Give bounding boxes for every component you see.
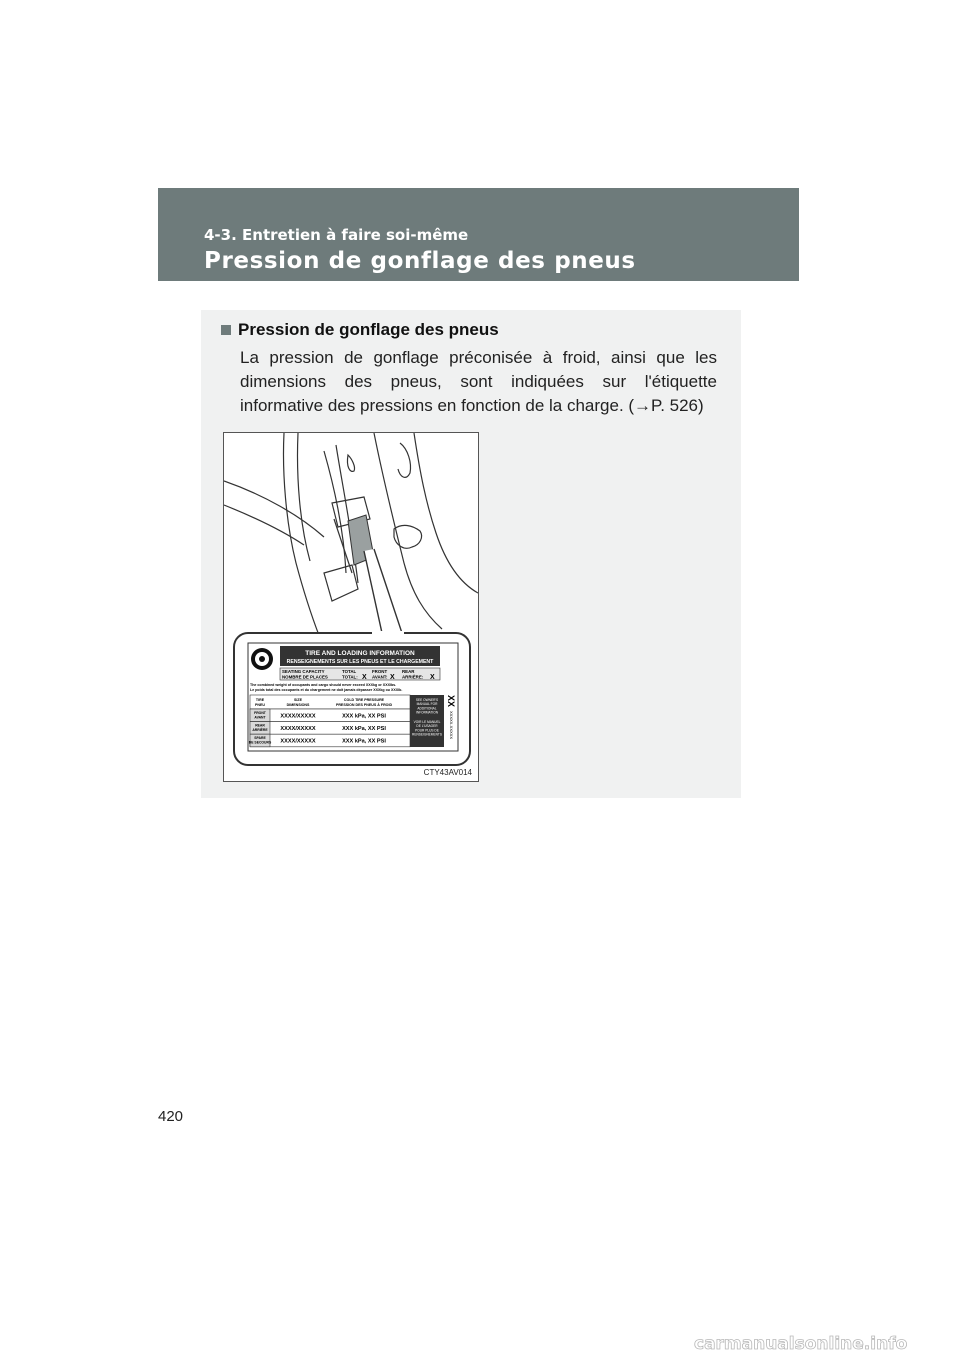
subheading-text: Pression de gonflage des pneus: [238, 320, 499, 339]
table-row: [250, 709, 410, 722]
row-pressure: XXX kPa, XX PSI: [342, 738, 386, 745]
row-tire-label: AVANT: [254, 715, 266, 720]
row-pressure: XXX kPa, XX PSI: [342, 713, 386, 720]
svg-text:MANUAL FOR: MANUAL FOR: [416, 702, 438, 707]
side-code-top: XX: [446, 695, 456, 708]
row-size: XXXX/XXXXX: [280, 738, 316, 745]
rear-en: REAR: [402, 669, 415, 674]
svg-text:COLD TIRE PRESSURE: COLD TIRE PRESSURE: [343, 698, 385, 702]
svg-text:INFORMATION: INFORMATION: [415, 710, 439, 715]
rear-fr: ARRIÈRE:: [402, 674, 424, 680]
row-tire-label: FRONT: [254, 711, 266, 715]
svg-text:TIRE: TIRE: [255, 698, 265, 702]
body-paragraph: La pression de gonflage préconisée à froid, ainsi que les dimensions des pneus, sont indiquées sur l'étiquette informative des pressions en fonction de la charge. (→P. 526): [240, 348, 717, 415]
row-tire-label: SPARE: [254, 736, 266, 741]
svg-text:PNEU: PNEU: [255, 703, 265, 707]
section-title: 4-3. Entretien à faire soi-même: [204, 226, 469, 244]
content-panel: [201, 310, 741, 798]
svg-text:ADDITIONAL: ADDITIONAL: [417, 706, 437, 711]
total-fr: TOTAL:: [342, 674, 358, 680]
row-size: XXXX/XXXXX: [280, 726, 316, 733]
subheading: [221, 320, 499, 340]
figure-code: CTY43AV014: [423, 768, 472, 777]
svg-text:SIZE: SIZE: [294, 698, 302, 702]
svg-text:RENSEIGNEMENTS: RENSEIGNEMENTS: [412, 732, 442, 737]
svg-text:carmanualsonline.info: carmanualsonline.info: [694, 1334, 908, 1354]
svg-text:DIMENSIONS: DIMENSIONS: [286, 703, 310, 707]
tire-pressure-table: [249, 695, 410, 747]
seating-fr: NOMBRE DE PLACES: [282, 674, 328, 680]
svg-text:POUR PLUS DE: POUR PLUS DE: [415, 728, 439, 733]
row-tire-label: DE SECOURS: [248, 740, 272, 745]
page-number: 420: [158, 1108, 184, 1125]
side-code: XXXXX-XXXXX: [449, 711, 454, 740]
row-size: XXXX/XXXXX: [280, 713, 316, 720]
weight-en: The combined weight of occupants and cargo should never exceed XXXkg or XXXlbs.: [250, 683, 397, 687]
watermark-logo: [690, 1332, 950, 1354]
label-title-fr: RENSEIGNEMENTS SUR LES PNEUS ET LE CHARGEMENT: [286, 659, 434, 665]
svg-text:SEE OWNER'S: SEE OWNER'S: [415, 698, 439, 702]
table-row: [249, 734, 410, 747]
total-value: X: [362, 674, 367, 681]
weight-fr: Le poids total des occupants et du chargement ne doit jamais dépasser XXXkg ou XXXlb.: [250, 688, 403, 692]
bullet-square-icon: [221, 325, 231, 335]
label-title-en: TIRE AND LOADING INFORMATION: [305, 650, 415, 657]
front-fr: AVANT:: [372, 674, 388, 680]
door-pillar-drawing: [224, 433, 478, 781]
chapter-header: [158, 188, 799, 281]
seating-en: SEATING CAPACITY: [282, 669, 325, 674]
row-tire-label: REAR: [255, 723, 265, 728]
svg-text:PRESSION DES PNEUS À FROID: PRESSION DES PNEUS À FROID: [335, 703, 393, 707]
front-value: X: [390, 674, 395, 681]
tire-label-illustration: [223, 432, 479, 782]
row-tire-label: ARRIÈRE: [252, 728, 268, 733]
row-pressure: XXX kPa, XX PSI: [342, 726, 386, 733]
front-en: FRONT: [372, 669, 388, 674]
svg-text:DE L'USAGER: DE L'USAGER: [416, 724, 438, 729]
rear-value: X: [430, 674, 435, 681]
svg-text:VOIR LE MANUEL: VOIR LE MANUEL: [413, 720, 441, 724]
table-row: [250, 722, 410, 735]
page-title: Pression de gonflage des pneus: [204, 248, 636, 274]
total-en: TOTAL: [342, 669, 357, 674]
